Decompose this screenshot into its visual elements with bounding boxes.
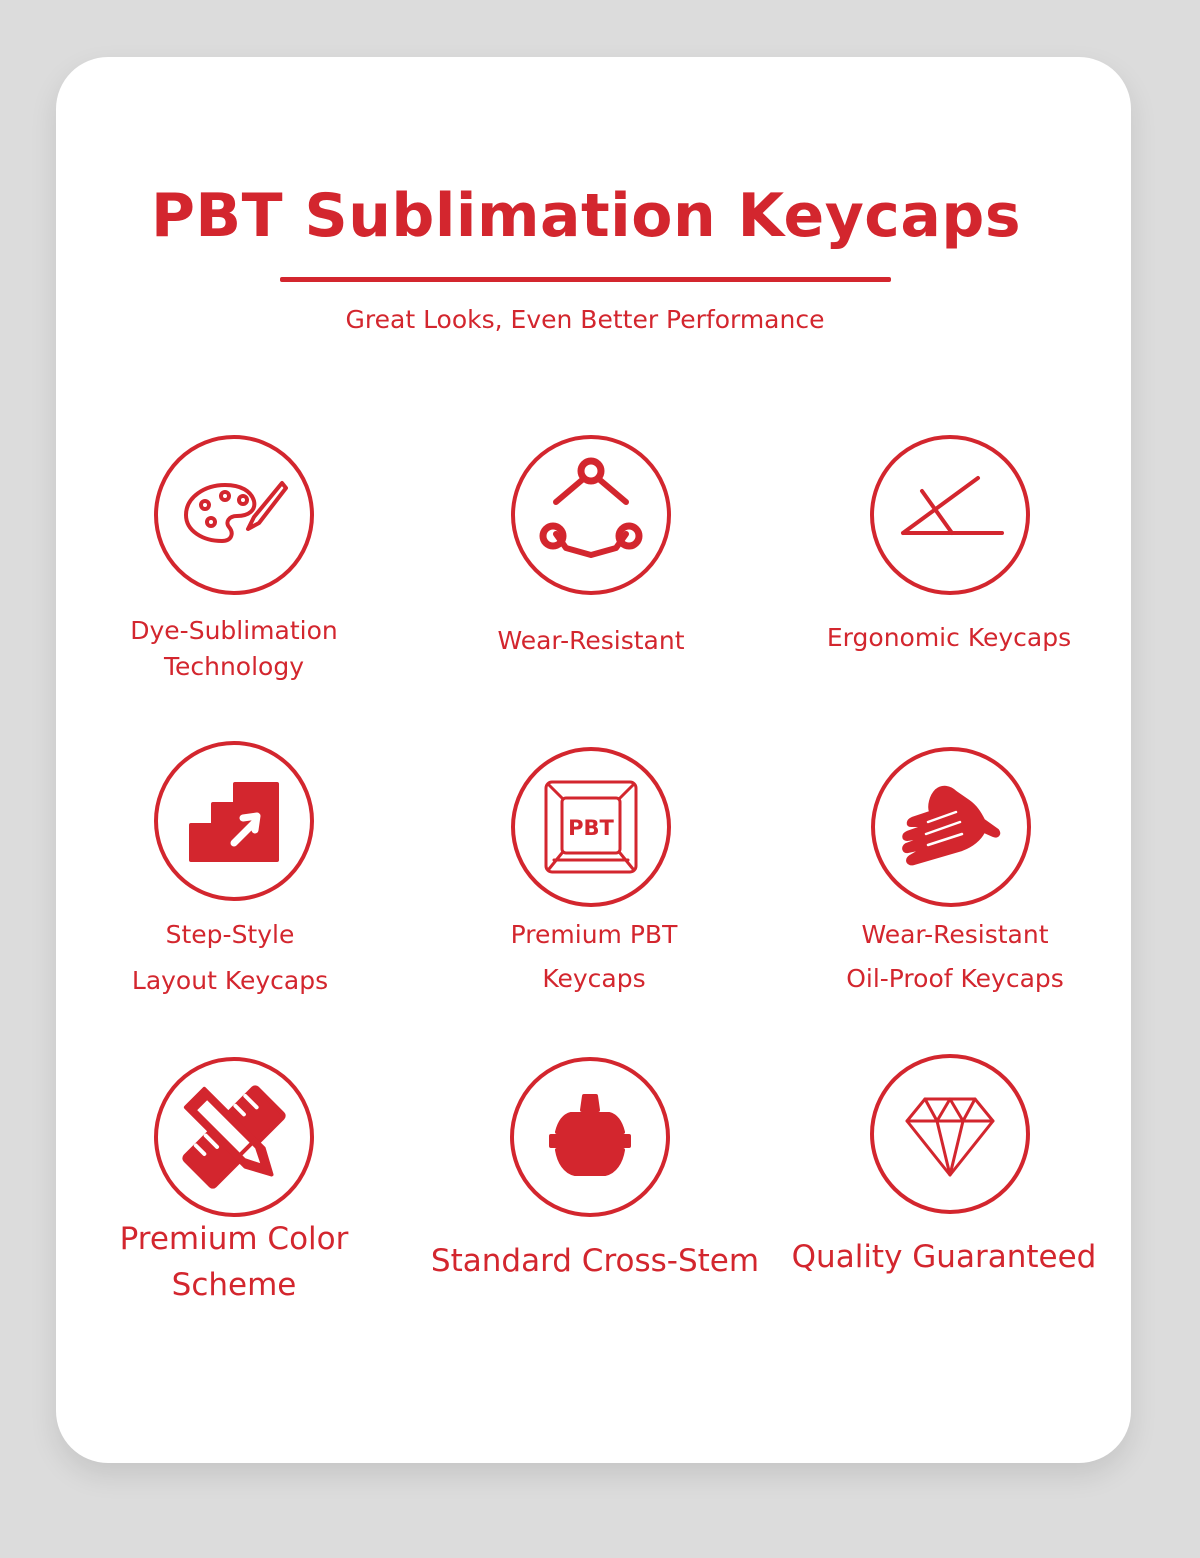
diamond-icon [869, 1053, 1031, 1215]
feature-label-3: Ergonomic Keycaps [826, 623, 1072, 652]
hand-icon [870, 746, 1032, 908]
feature-label-8: Standard Cross-Stem [430, 1243, 760, 1279]
title-divider [280, 277, 891, 282]
feature-label-2: Wear-Resistant [497, 626, 685, 655]
svg-text:PBT: PBT [568, 816, 614, 840]
feature-label-4: Step-Style Layout Keycaps [131, 920, 329, 995]
feature-label-1: Dye-Sublimation Technology [130, 616, 338, 681]
feature-label-5: Premium PBT Keycaps [510, 920, 678, 993]
ruler-pencil-icon [153, 1056, 315, 1218]
page-title: PBT Sublimation Keycaps [150, 181, 1022, 251]
pbt-keycap-icon [510, 746, 672, 908]
palette-icon [153, 434, 315, 596]
cross-stem-keycap-icon [509, 1056, 671, 1218]
steps-icon [153, 740, 315, 902]
feature-label-9: Quality Guaranteed [791, 1239, 1097, 1275]
angle-icon [869, 434, 1031, 596]
molecule-icon [510, 434, 672, 596]
feature-label-7: Premium Color Scheme [119, 1221, 349, 1303]
feature-label-6: Wear-Resistant Oil-Proof Keycaps [846, 920, 1064, 993]
page-subtitle: Great Looks, Even Better Performance [345, 305, 825, 334]
